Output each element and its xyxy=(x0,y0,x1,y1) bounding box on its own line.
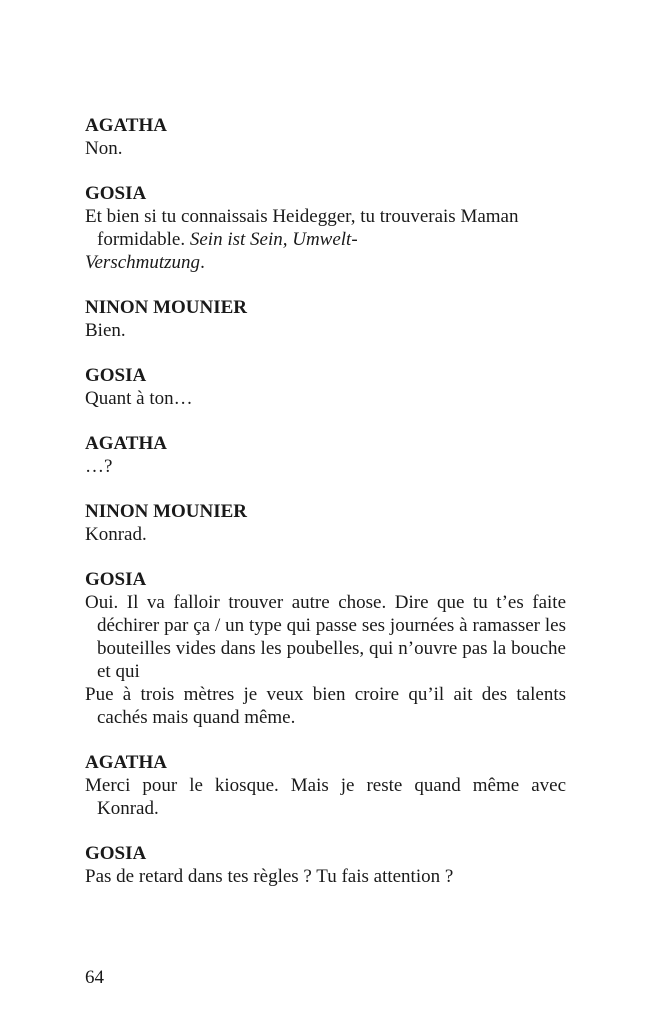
dialogue-line xyxy=(85,251,566,274)
speaker-name: GOSIA xyxy=(85,569,147,590)
speaker-name: NINON MOUNIER xyxy=(85,501,248,522)
dialogue-line: …? xyxy=(85,456,113,477)
dialogue-line: Merci pour le kiosque. Mais je reste quand même avec Konrad. xyxy=(85,775,566,819)
dialogue-block xyxy=(85,182,566,274)
dialogue-text: . xyxy=(200,252,205,273)
dialogue-block xyxy=(85,751,566,820)
dialogue-line: Pue à trois mètres je veux bien croire qu’il ait des talents cachés mais quand même. xyxy=(85,684,566,728)
dialogue-block xyxy=(85,296,566,342)
dialogue-block xyxy=(85,364,566,410)
dialogue-italic-text: Verschmutzung xyxy=(85,252,201,273)
speaker-name: GOSIA xyxy=(85,365,147,386)
speaker-name: GOSIA xyxy=(85,843,147,864)
dialogue-line: Pas de retard dans tes règles ? Tu fais attention ? xyxy=(85,866,454,887)
script-page xyxy=(85,114,566,910)
speaker-name: AGATHA xyxy=(85,752,167,773)
dialogue-line: Konrad. xyxy=(85,524,147,545)
speaker-name: AGATHA xyxy=(85,115,167,136)
speaker-name: NINON MOUNIER xyxy=(85,297,248,318)
page-number: 64 xyxy=(85,967,104,988)
dialogue-line xyxy=(85,205,566,251)
dialogue-block xyxy=(85,842,566,888)
dialogue-text: Et bien si tu connaissais Heidegger, tu trouverais Maman formidable. xyxy=(85,206,519,250)
speaker-name: AGATHA xyxy=(85,433,167,454)
dialogue-line: Oui. Il va falloir trouver autre chose. Dire que tu t’es faite déchirer par ça / un type qui passe ses journées à ramasser les bouteilles vides dans les poubelles, qui n’ouvre pas la bouche et qui xyxy=(85,592,566,682)
dialogue-line: Quant à ton… xyxy=(85,388,193,409)
dialogue-line: Bien. xyxy=(85,320,126,341)
dialogue-block xyxy=(85,432,566,478)
dialogue-block xyxy=(85,114,566,160)
dialogue-italic-text: Sein ist Sein, Umwelt- xyxy=(189,229,358,250)
speaker-name: GOSIA xyxy=(85,183,147,204)
dialogue-block xyxy=(85,500,566,546)
dialogue-block xyxy=(85,568,566,729)
dialogue-line: Non. xyxy=(85,138,123,159)
